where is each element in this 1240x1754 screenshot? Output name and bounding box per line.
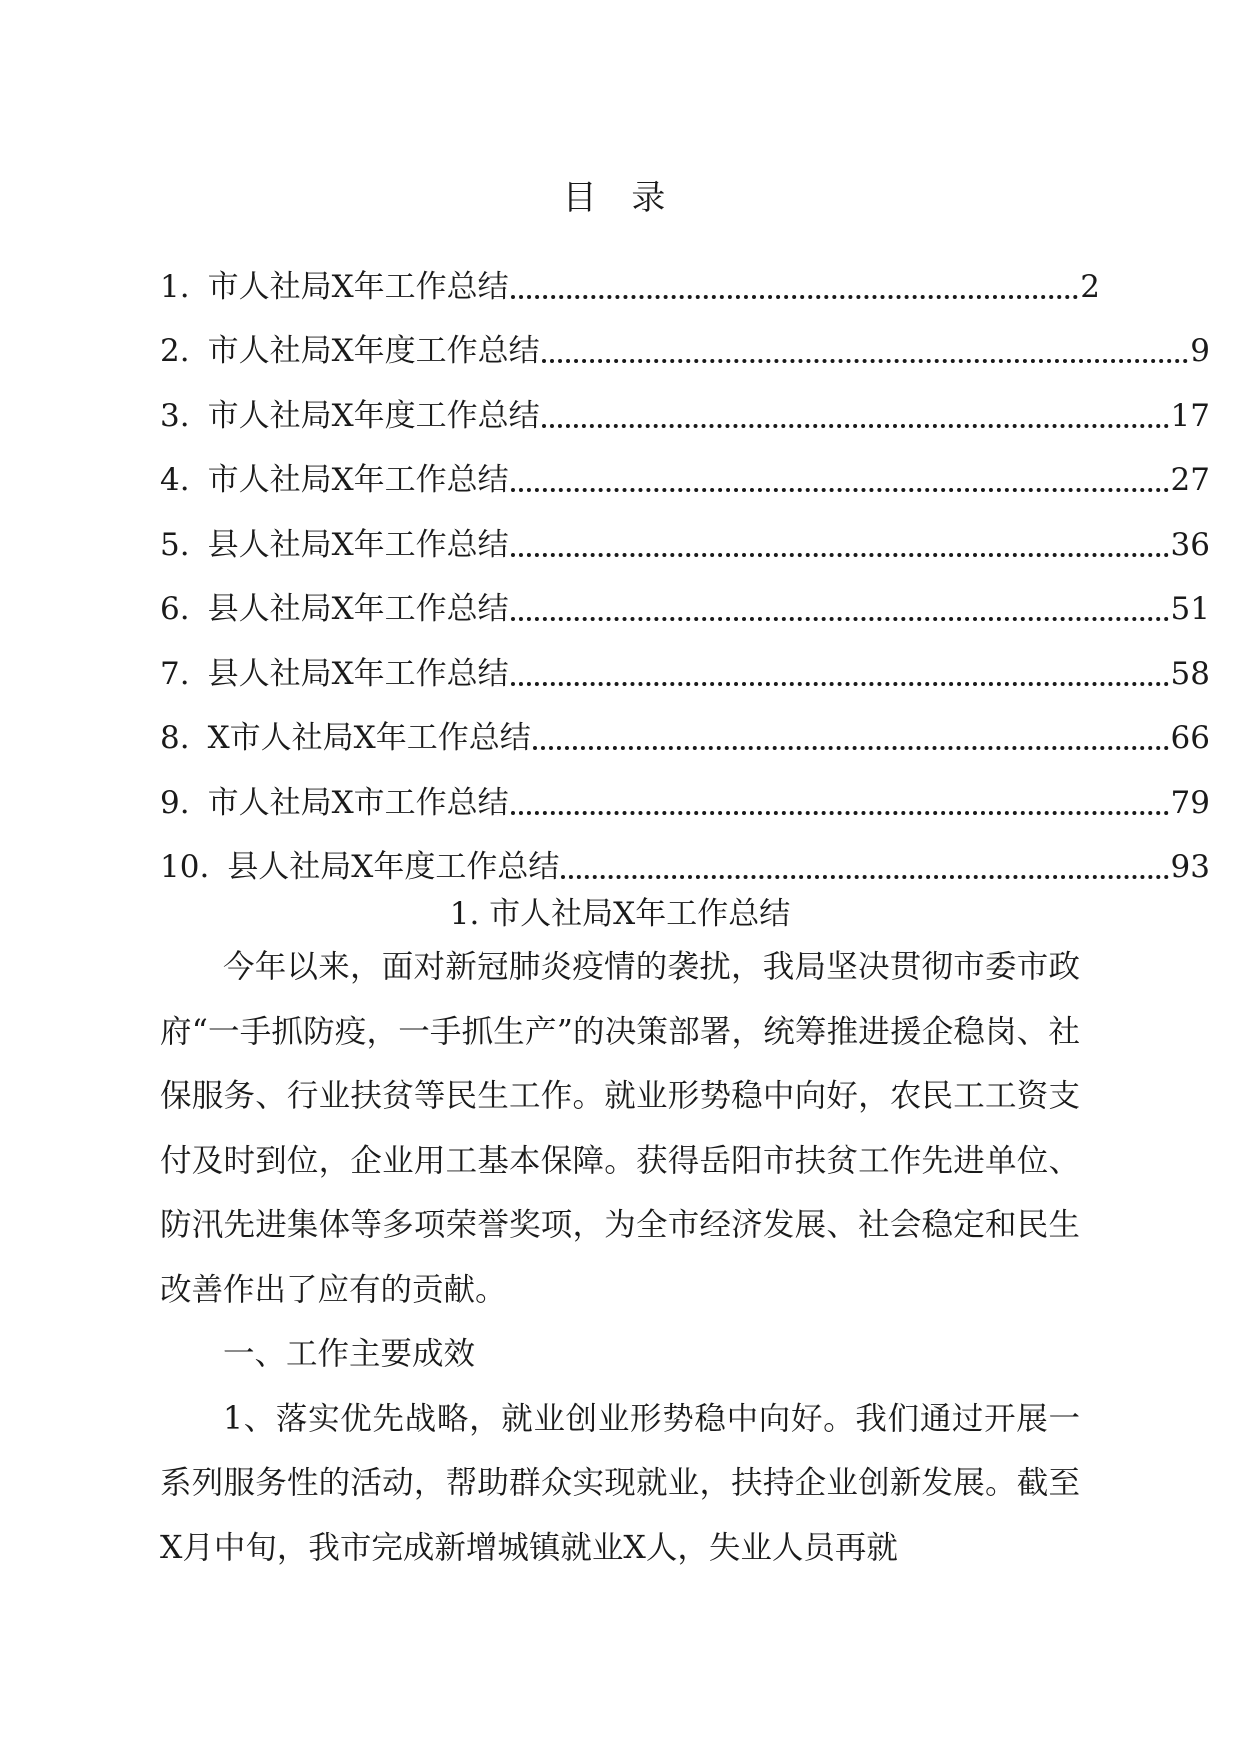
toc-entry[interactable] xyxy=(160,819,1210,884)
toc-entry-title: X市人社局X年工作总结 xyxy=(207,720,531,756)
toc-dot-leader xyxy=(511,616,1169,621)
toc-entry[interactable] xyxy=(160,432,1210,497)
toc-entry-title: 县人社局X年工作总结 xyxy=(207,655,509,692)
toc-entry-page: 2 xyxy=(1080,268,1100,305)
toc-entry-page: 9 xyxy=(1190,333,1210,369)
toc-entry-page: 93 xyxy=(1170,849,1210,885)
toc-dot-leader xyxy=(511,294,1079,299)
toc-entry-number: 9. xyxy=(160,784,190,821)
toc-entry-title: 市人社局X年度工作总结 xyxy=(207,397,540,434)
toc-entry-number: 3. xyxy=(160,397,190,434)
toc-dot-leader xyxy=(511,810,1169,815)
toc-entry-number: 4. xyxy=(160,462,190,498)
toc-dot-leader xyxy=(511,487,1169,492)
toc-entry-title: 市人社局X年工作总结 xyxy=(207,462,509,498)
toc-entry-title: 县人社局X年工作总结 xyxy=(207,591,509,627)
body-paragraph: 今年以来，面对新冠肺炎疫情的袭扰，我局坚决贯彻市委市政府“一手抓防疫，一手抓生产”的决策部署，统筹推进援企稳岗、社保服务、行业扶贫等民生工作。就业形势稳中向好，农民工工资支付及时到位，企业用工基本保障。获得岳阳市扶贫工作先进单位、防汛先进集体等多项荣誉奖项，为全市经济发展、社会稳定和民生改善作出了应有的贡献。 xyxy=(160,949,1080,1308)
subsection-heading: 一、工作主要成效 xyxy=(223,1336,476,1372)
toc-entry-title: 县人社局X年工作总结 xyxy=(207,526,509,563)
toc-dot-leader xyxy=(511,681,1169,686)
toc-entry-page: 17 xyxy=(1170,397,1210,434)
toc-entry-number: 10. xyxy=(160,849,210,885)
toc-entry[interactable] xyxy=(160,303,1210,368)
toc-entry-number: 1. xyxy=(160,268,190,305)
toc-entry-page: 27 xyxy=(1170,462,1210,498)
section-title: 1. 市人社局X年工作总结 xyxy=(449,896,791,932)
toc-dot-leader xyxy=(511,552,1169,557)
toc-entry[interactable] xyxy=(160,754,1210,819)
toc-dot-leader xyxy=(533,745,1169,750)
toc-entry-page: 66 xyxy=(1170,720,1210,756)
toc-entry-page: 58 xyxy=(1170,655,1210,692)
body-paragraph: 1、落实优先战略，就业创业形势稳中向好。我们通过开展一系列服务性的活动，帮助群众实现就业，扶持企业创新发展。截至X月中旬，我市完成新增城镇就业X人，失业人员再就 xyxy=(160,1400,1080,1566)
toc-entry-number: 6. xyxy=(160,591,190,627)
toc-entry-title: 县人社局X年度工作总结 xyxy=(227,849,560,885)
toc-entry-number: 5. xyxy=(160,526,190,563)
toc-title: 目 录 xyxy=(562,178,678,218)
toc-entry-page: 51 xyxy=(1170,591,1210,627)
toc-entry[interactable] xyxy=(160,238,1100,303)
table-of-contents xyxy=(160,238,1210,883)
toc-entry-number: 7. xyxy=(160,655,190,692)
toc-entry-number: 8. xyxy=(160,720,190,756)
toc-entry[interactable] xyxy=(160,496,1210,561)
toc-dot-leader xyxy=(561,874,1168,879)
toc-entry-page: 36 xyxy=(1170,526,1210,563)
toc-entry[interactable] xyxy=(160,625,1210,690)
toc-entry-title: 市人社局X年度工作总结 xyxy=(207,333,540,369)
toc-entry[interactable] xyxy=(160,690,1210,755)
toc-entry-title: 市人社局X年工作总结 xyxy=(207,268,509,305)
toc-dot-leader xyxy=(542,358,1189,363)
toc-entry-page: 79 xyxy=(1170,784,1210,821)
toc-entry[interactable] xyxy=(160,367,1210,432)
toc-entry-title: 市人社局X市工作总结 xyxy=(207,784,509,821)
toc-entry[interactable] xyxy=(160,561,1210,626)
section-body xyxy=(160,935,1080,1580)
toc-dot-leader xyxy=(542,423,1169,428)
toc-entry-number: 2. xyxy=(160,333,190,369)
